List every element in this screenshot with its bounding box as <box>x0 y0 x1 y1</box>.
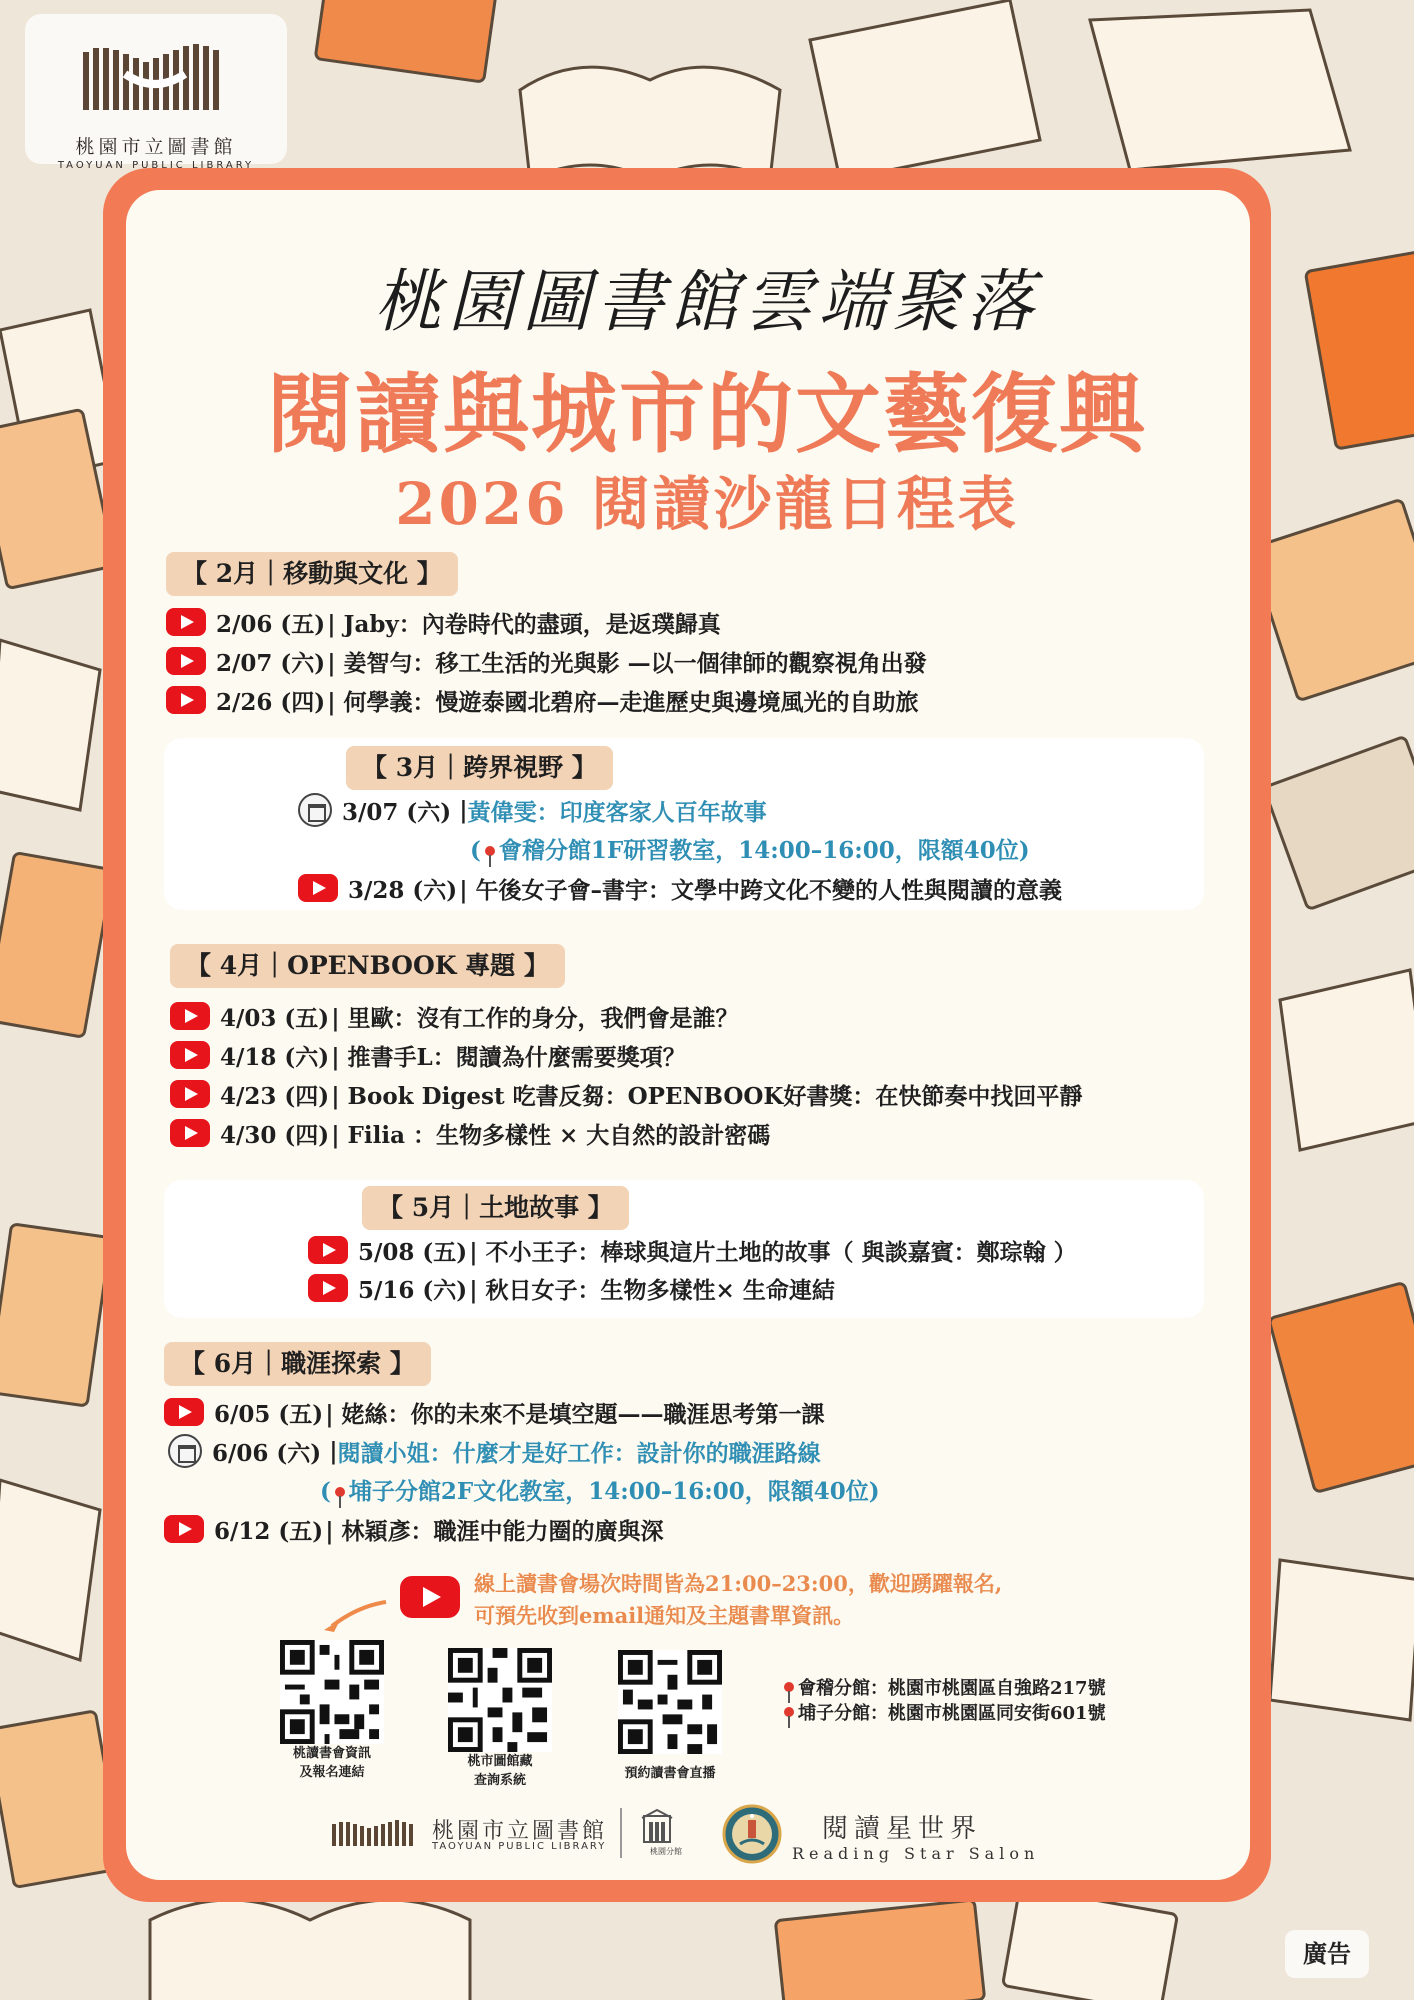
event-date: 5/16 (六) <box>358 1276 468 1304</box>
youtube-icon <box>170 1080 210 1108</box>
youtube-icon <box>164 1398 204 1426</box>
event-title: | 午後女子會–書宇：文學中跨文化不變的人性與閱讀的意義 <box>459 876 1063 904</box>
poster-title-handwritten: 桃園圖書館雲端聚落 <box>373 263 1040 342</box>
event-date: 2/26 (四) <box>216 688 326 716</box>
footer-library-name-zh: 桃園市立圖書館 <box>432 1819 608 1844</box>
youtube-icon <box>164 1515 204 1543</box>
youtube-icon <box>308 1274 348 1302</box>
reading-star-salon-logo-icon <box>722 1804 782 1864</box>
event-title: | Filia ：生物多樣性 × 大自然的設計密碼 <box>331 1121 771 1149</box>
event-title: | 何學義：慢遊泰國北碧府—走進歷史與邊境風光的自助旅 <box>327 688 919 716</box>
youtube-icon <box>400 1576 460 1618</box>
event-title: 閱讀小姐：什麼才是好工作：設計你的職涯路線 <box>337 1439 821 1467</box>
qr-label: 預約讀書會直播 <box>624 1766 716 1781</box>
event-row[interactable] <box>168 1433 821 1469</box>
youtube-icon <box>298 874 338 902</box>
poster-title-sub: 2026 閱讀沙龍日程表 <box>395 470 1019 538</box>
youtube-icon <box>170 1041 210 1069</box>
event-date: 6/05 (五) <box>214 1400 324 1428</box>
section-tag-april: 【 4月｜OPENBOOK 專題 】 <box>170 944 565 988</box>
footer-library-name-en: TAOYUAN PUBLIC LIBRARY <box>432 1841 607 1852</box>
youtube-icon <box>166 608 206 636</box>
qr-label: 桃讀書會資訊 及報名連結 <box>292 1746 371 1780</box>
event-title: | 姥絲：你的未來不是填空題——職涯思考第一課 <box>325 1400 825 1428</box>
event-date: 4/03 (五) <box>220 1004 330 1032</box>
branch-address: 會稽分館：桃園市桃園區自強路217號 <box>780 1674 1106 1700</box>
qr-code-live-stream[interactable] <box>618 1650 722 1754</box>
section-tag-march: 【 3月｜跨界視野 】 <box>346 746 613 790</box>
event-row[interactable] <box>308 1270 835 1306</box>
library-logo-small-icon <box>330 1814 420 1854</box>
library-logo-name-en: TAOYUAN PUBLIC LIBRARY <box>57 160 255 171</box>
event-row[interactable] <box>166 682 919 718</box>
event-date: 2/07 (六) <box>216 649 326 677</box>
event-date: 4/23 (四) <box>220 1082 330 1110</box>
youtube-icon <box>166 647 206 675</box>
event-row[interactable] <box>166 643 927 679</box>
event-row[interactable] <box>170 1037 686 1073</box>
event-row[interactable] <box>166 604 721 640</box>
event-row[interactable] <box>170 1076 1082 1112</box>
event-title: | 里歐：沒有工作的身分，我們會是誰？ <box>331 1004 739 1032</box>
youtube-icon <box>170 1002 210 1030</box>
qr-code-catalog[interactable] <box>448 1648 552 1752</box>
event-title: | 不小王子：棒球與這片土地的故事（ 與談嘉賓：鄭琮翰 ） <box>469 1238 1077 1266</box>
event-date: 4/18 (六) <box>220 1043 330 1071</box>
section-tag-february: 【 2月｜移動與文化 】 <box>166 552 458 596</box>
section-tag-june: 【 6月｜職涯探索 】 <box>164 1342 431 1386</box>
branch-building-icon <box>640 1808 674 1844</box>
event-row[interactable] <box>164 1511 664 1547</box>
footer-salon-name-en: Reading Star Salon <box>792 1844 1040 1863</box>
event-title: | Jaby：內卷時代的盡頭，是返璞歸真 <box>327 610 721 638</box>
arrow-icon <box>318 1598 390 1634</box>
event-separator: | <box>459 796 468 824</box>
event-title: | 姜智勻：移工生活的光與影 —以一個律師的觀察視角出發 <box>327 649 927 677</box>
library-logo-name-zh: 桃園市立圖書館 <box>75 136 237 158</box>
location-pin-icon <box>784 1682 794 1692</box>
footer-salon-name-zh: 閱讀星世界 <box>822 1814 983 1844</box>
event-title: | 推書手L：閱讀為什麼需要獎項？ <box>331 1043 686 1071</box>
event-row[interactable] <box>308 1232 1077 1268</box>
location-pin-icon <box>784 1707 794 1717</box>
event-date: 5/08 (五) <box>358 1238 468 1266</box>
qr-label: 桃市圖館藏 查詢系統 <box>467 1754 533 1788</box>
footer-divider <box>620 1808 622 1858</box>
location-pin-icon <box>485 846 495 856</box>
event-title: | Book Digest 吃書反芻：OPENBOOK好書獎：在快節奏中找回平靜 <box>331 1082 1083 1110</box>
footer-branch-name: 桃園分館 <box>650 1847 682 1856</box>
event-row[interactable] <box>170 998 739 1034</box>
event-date: 2/06 (五) <box>216 610 326 638</box>
event-location: ( 埔子分館2F文化教室，14:00–16:00，限額40位) <box>320 1478 880 1505</box>
qr-code-reading-club[interactable] <box>280 1640 384 1744</box>
event-title: 黃偉雯：印度客家人百年故事 <box>467 798 767 826</box>
event-row[interactable] <box>298 870 1062 906</box>
section-tag-may: 【 5月｜土地故事 】 <box>362 1186 629 1230</box>
event-date: 3/28 (六) <box>348 876 458 904</box>
event-date: 3/07 (六) <box>342 798 452 826</box>
event-title: | 林穎彥：職涯中能力圈的廣與深 <box>325 1517 664 1545</box>
library-icon <box>168 1434 202 1468</box>
location-pin-icon <box>335 1487 345 1497</box>
event-separator: | <box>329 1437 338 1465</box>
poster-title-main: 閱讀與城市的文藝復興 <box>267 364 1147 465</box>
youtube-icon <box>166 686 206 714</box>
event-date: 4/30 (四) <box>220 1121 330 1149</box>
library-logo-mark <box>55 34 255 124</box>
event-date: 6/12 (五) <box>214 1517 324 1545</box>
event-row[interactable] <box>170 1115 770 1151</box>
event-row[interactable] <box>298 792 767 828</box>
youtube-icon <box>308 1236 348 1264</box>
event-date: 6/06 (六) <box>212 1439 322 1467</box>
library-logo <box>25 14 287 171</box>
event-row[interactable] <box>164 1394 825 1430</box>
branch-address: 埔子分館：桃園市桃園區同安街601號 <box>780 1699 1106 1725</box>
event-location: ( 會稽分館1F研習教室，14:00–16:00，限額40位) <box>470 837 1030 864</box>
ad-label: 廣告 <box>1285 1930 1369 1978</box>
youtube-icon <box>170 1119 210 1147</box>
event-title: | 秋日女子：生物多樣性× 生命連結 <box>469 1276 835 1304</box>
library-icon <box>298 793 332 827</box>
online-session-note: 線上讀書會場次時間皆為21:00–23:00，歡迎踴躍報名, 可預先收到email通知及主題書單資訊。 <box>474 1571 1003 1628</box>
